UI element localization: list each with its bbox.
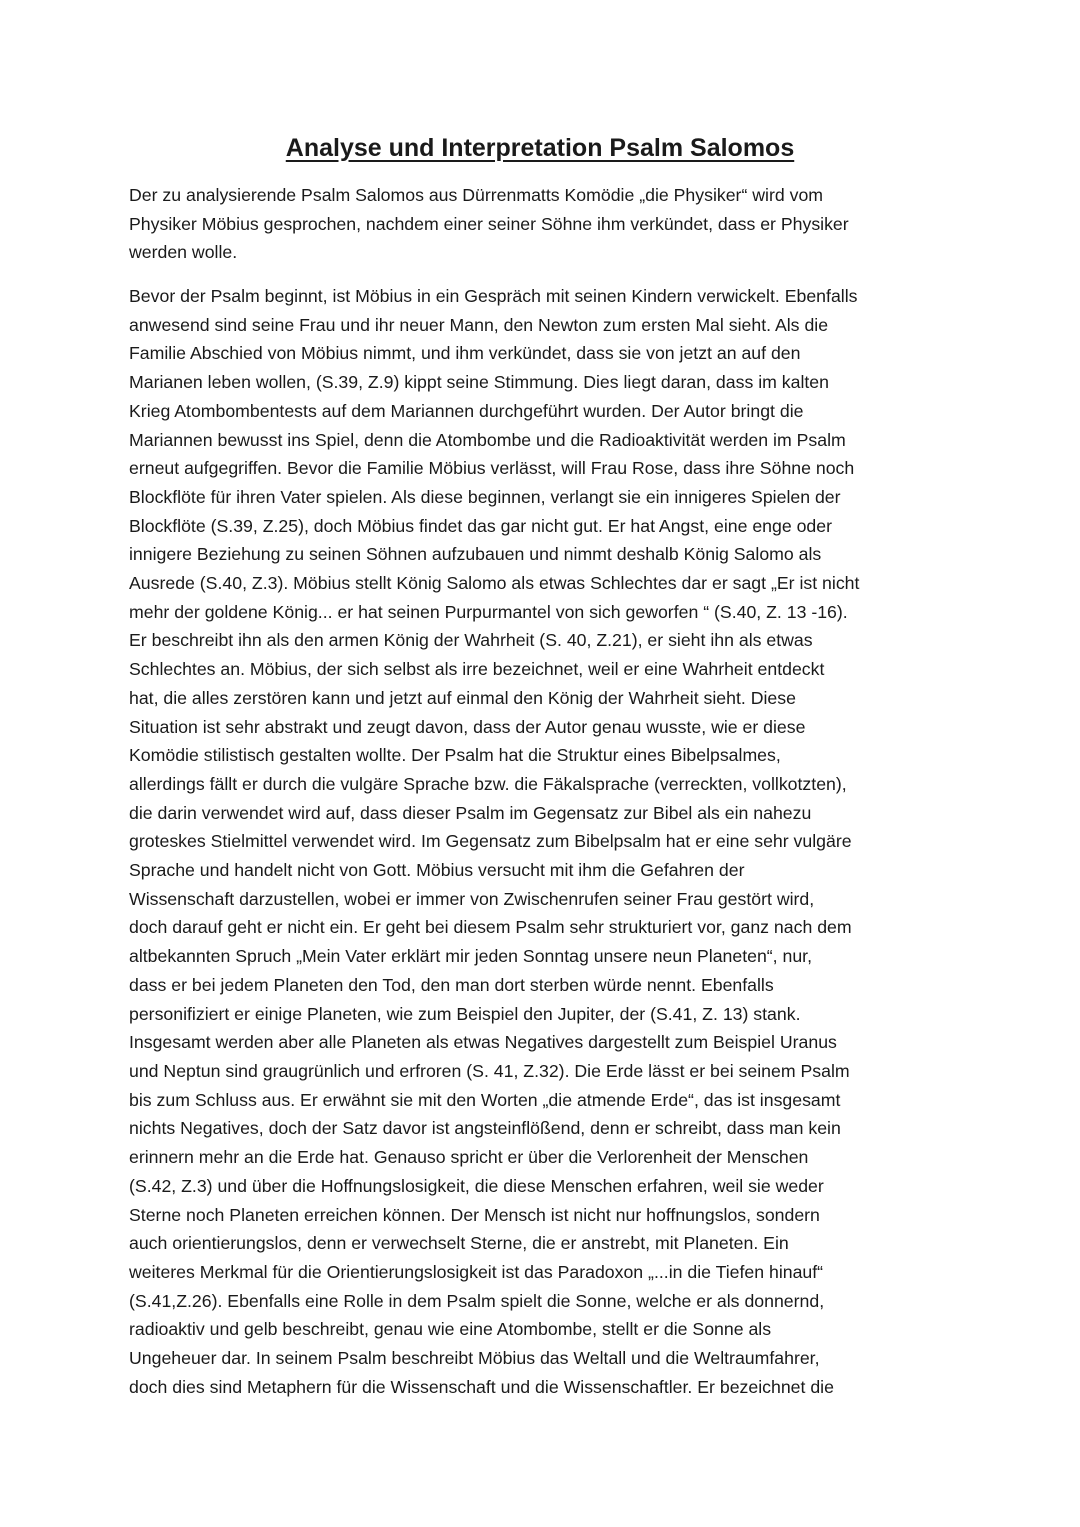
text-line: Der zu analysierende Psalm Salomos aus Dürrenmatts Komödie „die Physiker“ wird vom — [129, 185, 824, 205]
paragraph-intro — [129, 181, 959, 267]
text-line: (S.41,Z.26). Ebenfalls eine Rolle in dem Psalm spielt die Sonne, welche er als donnernd, — [129, 1290, 825, 1311]
text-line: nichts Negatives, doch der Satz davor ist angsteinflößend, denn er schreibt, dass man kein — [129, 1118, 841, 1139]
text-line: Blockflöte für ihren Vater spielen. Als diese beginnen, verlangt sie ein innigeres Spielen der — [129, 486, 841, 507]
text-line: Komödie stilistisch gestalten wollte. Der Psalm hat die Struktur eines Bibelpsalmes, — [129, 745, 781, 766]
text-line: (S.42, Z.3) und über die Hoffnungslosigkeit, die diese Menschen erfahren, weil sie weder — [129, 1175, 824, 1196]
text-line: mehr der goldene König... er hat seinen Purpurmantel von sich geworfen “ (S.40, Z. 13 -16). — [129, 601, 848, 622]
paragraph-main — [129, 282, 959, 1401]
text-line: anwesend sind seine Frau und ihr neuer Mann, den Newton zum ersten Mal sieht. Als die — [129, 314, 829, 335]
text-line: doch dies sind Metaphern für die Wissenschaft und die Wissenschaftler. Er bezeichnet die — [129, 1376, 834, 1397]
text-line: weiteres Merkmal für die Orientierungslosigkeit ist das Paradoxon „...in die Tiefen hinauf“ — [129, 1261, 824, 1282]
text-line: doch darauf geht er nicht ein. Er geht bei diesem Psalm sehr strukturiert vor, ganz nach dem — [129, 917, 852, 938]
text-line: Sprache und handelt nicht von Gott. Möbius versucht mit ihm die Gefahren der — [129, 860, 745, 881]
text-line: dass er bei jedem Planeten den Tod, den man dort sterben würde nennt. Ebenfalls — [129, 974, 774, 995]
text-line: groteskes Stielmittel verwendet wird. Im Gegensatz zum Bibelpsalm hat er eine sehr vulgäre — [129, 831, 852, 852]
text-line: auch orientierungslos, denn er verwechselt Sterne, die er anstrebt, mit Planeten. Ein — [129, 1233, 789, 1254]
text-line: altbekannten Spruch „Mein Vater erklärt mir jeden Sonntag unsere neun Planeten“, nur, — [129, 946, 813, 967]
text-line: Marianen leben wollen, (S.39, Z.9) kippt seine Stimmung. Dies liegt daran, dass im kalten — [129, 372, 829, 393]
text-line: personifiziert er einige Planeten, wie zum Beispiel den Jupiter, der (S.41, Z. 13) stank. — [129, 1003, 801, 1024]
text-line: allerdings fällt er durch die vulgäre Sprache bzw. die Fäkalsprache (verreckten, vollkotzten), — [129, 773, 847, 794]
text-line: und Neptun sind graugrünlich und erfroren (S. 41, Z.32). Die Erde lässt er bei seinem Psalm — [129, 1060, 850, 1081]
text-line: Ausrede (S.40, Z.3). Möbius stellt König Salomo als etwas Schlechtes dar er sagt „Er ist nicht — [129, 573, 860, 594]
text-line: radioaktiv und gelb beschreibt, genau wie eine Atombombe, stellt er die Sonne als — [129, 1319, 772, 1340]
text-line: Sterne noch Planeten erreichen können. Der Mensch ist nicht nur hoffnungslos, sondern — [129, 1204, 820, 1225]
text-line: Blockflöte (S.39, Z.25), doch Möbius findet das gar nicht gut. Er hat Angst, eine enge oder — [129, 515, 832, 536]
text-line: erneut aufgegriffen. Bevor die Familie Möbius verlässt, will Frau Rose, dass ihre Söhne noch — [129, 458, 855, 479]
text-line: Schlechtes an. Möbius, der sich selbst als irre bezeichnet, weil er eine Wahrheit entdeckt — [129, 659, 825, 680]
text-line: bis zum Schluss aus. Er erwähnt sie mit den Worten „die atmende Erde“, das ist insgesamt — [129, 1089, 841, 1110]
text-line: werden wolle. — [129, 242, 238, 263]
text-line: Familie Abschied von Möbius nimmt, und ihm verkündet, dass sie von jetzt an auf den — [129, 343, 801, 364]
text-line: Physiker Möbius gesprochen, nachdem einer seiner Söhne ihm verkündet, dass er Physiker — [129, 213, 849, 234]
page-title: Analyse und Interpretation Psalm Salomos — [285, 134, 795, 162]
text-line: Er beschreibt ihn als den armen König der Wahrheit (S. 40, Z.21), er sieht ihn als etwas — [129, 630, 813, 651]
text-line: Insgesamt werden aber alle Planeten als etwas Negatives dargestellt zum Beispiel Uranus — [129, 1032, 837, 1053]
text-line: Mariannen bewusst ins Spiel, denn die Atombombe und die Radioaktivität werden im Psalm — [129, 429, 846, 450]
text-line: hat, die alles zerstören kann und jetzt auf einmal den König der Wahrheit sieht. Diese — [129, 687, 796, 708]
text-line: Ungeheuer dar. In seinem Psalm beschreibt Möbius das Weltall und die Weltraumfahrer, — [129, 1348, 820, 1369]
text-line: die darin verwendet wird auf, dass dieser Psalm im Gegensatz zur Bibel als ein nahezu — [129, 802, 812, 823]
text-line: innigere Beziehung zu seinen Söhnen aufzubauen und nimmt deshalb König Salomo als — [129, 544, 822, 565]
text-line: Krieg Atombombentests auf dem Mariannen durchgeführt wurden. Der Autor bringt die — [129, 400, 804, 421]
text-line: Bevor der Psalm beginnt, ist Möbius in ein Gespräch mit seinen Kindern verwickelt. Ebenfalls — [129, 286, 858, 306]
text-line: erinnern mehr an die Erde hat. Genauso spricht er über die Verlorenheit der Menschen — [129, 1147, 809, 1168]
text-line: Wissenschaft darzustellen, wobei er immer von Zwischenrufen seiner Frau gestört wird, — [129, 888, 815, 909]
text-line: Situation ist sehr abstrakt und zeugt davon, dass der Autor genau wusste, wie er diese — [129, 716, 806, 737]
